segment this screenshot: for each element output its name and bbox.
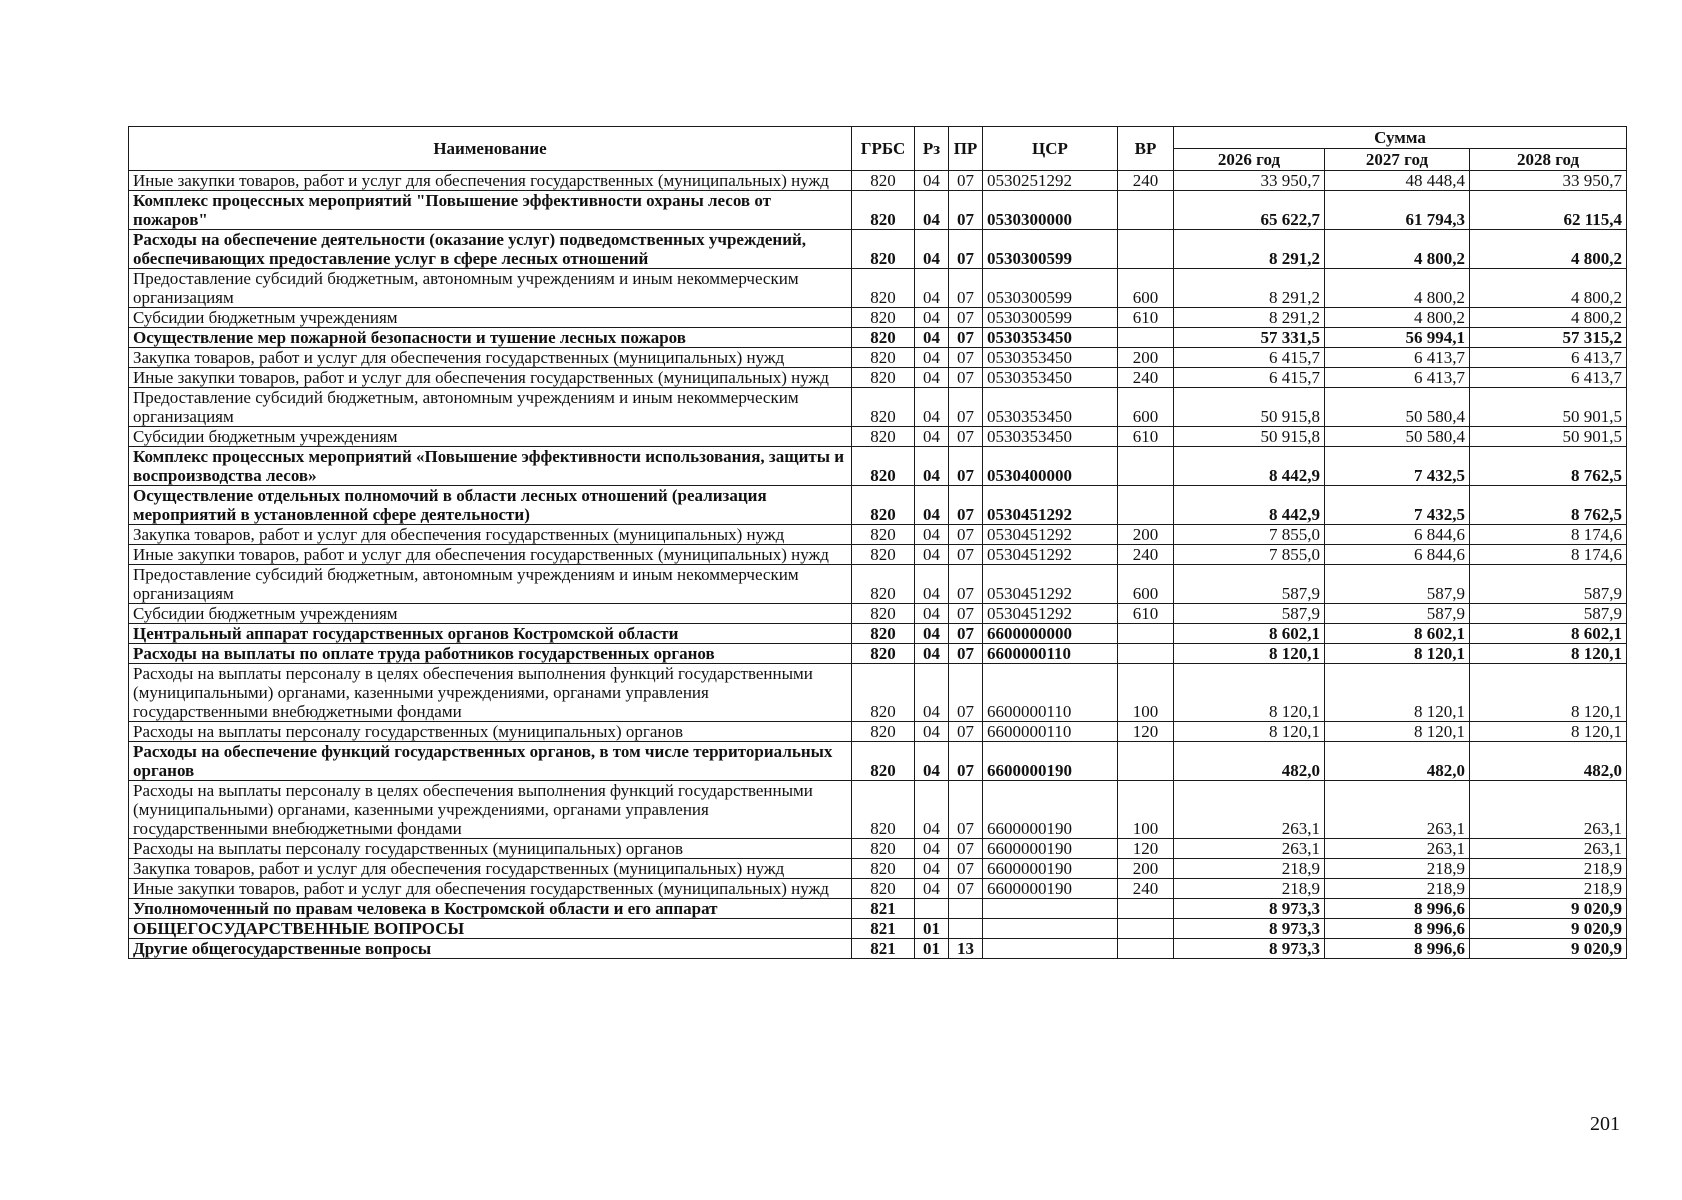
table-row <box>129 388 1627 427</box>
cell-grbs: 820 <box>852 664 915 722</box>
table-row <box>129 604 1627 624</box>
table-row <box>129 191 1627 230</box>
cell-vr: 610 <box>1118 308 1174 328</box>
cell-vr <box>1118 486 1174 525</box>
cell-vr: 240 <box>1118 368 1174 388</box>
cell-2027: 6 844,6 <box>1325 545 1470 565</box>
cell-2027: 8 996,6 <box>1325 899 1470 919</box>
cell-rz: 04 <box>915 565 949 604</box>
cell-csr <box>983 899 1118 919</box>
cell-2027: 56 994,1 <box>1325 328 1470 348</box>
cell-pr: 13 <box>949 939 983 959</box>
table-row <box>129 230 1627 269</box>
cell-2028: 587,9 <box>1470 565 1627 604</box>
cell-csr <box>983 939 1118 959</box>
column-header-2028: 2028 год <box>1470 149 1627 171</box>
cell-pr: 07 <box>949 191 983 230</box>
cell-2026: 8 291,2 <box>1174 230 1325 269</box>
cell-csr: 0530300599 <box>983 269 1118 308</box>
cell-grbs: 820 <box>852 859 915 879</box>
cell-grbs: 820 <box>852 722 915 742</box>
cell-vr: 200 <box>1118 348 1174 368</box>
cell-csr: 0530353450 <box>983 348 1118 368</box>
cell-name: Субсидии бюджетным учреждениям <box>129 308 852 328</box>
cell-2027: 4 800,2 <box>1325 269 1470 308</box>
cell-rz: 04 <box>915 191 949 230</box>
cell-csr: 0530300599 <box>983 230 1118 269</box>
table-row <box>129 624 1627 644</box>
table-row <box>129 269 1627 308</box>
cell-csr: 6600000110 <box>983 664 1118 722</box>
cell-vr <box>1118 742 1174 781</box>
cell-grbs: 820 <box>852 230 915 269</box>
table-row <box>129 939 1627 959</box>
cell-csr: 0530353450 <box>983 427 1118 447</box>
table-row <box>129 742 1627 781</box>
cell-pr: 07 <box>949 269 983 308</box>
cell-csr: 0530451292 <box>983 486 1118 525</box>
cell-2026: 218,9 <box>1174 859 1325 879</box>
cell-2027: 7 432,5 <box>1325 486 1470 525</box>
cell-2026: 8 442,9 <box>1174 447 1325 486</box>
cell-2027: 587,9 <box>1325 565 1470 604</box>
cell-pr: 07 <box>949 664 983 722</box>
cell-grbs: 820 <box>852 525 915 545</box>
cell-vr <box>1118 899 1174 919</box>
cell-name: Комплекс процессных мероприятий «Повышение эффективности использования, защиты и воспроизводства лесов» <box>129 447 852 486</box>
cell-2028: 263,1 <box>1470 839 1627 859</box>
cell-rz: 04 <box>915 427 949 447</box>
cell-2027: 4 800,2 <box>1325 230 1470 269</box>
table-row <box>129 781 1627 839</box>
cell-2027: 218,9 <box>1325 879 1470 899</box>
cell-2027: 263,1 <box>1325 781 1470 839</box>
table-row <box>129 879 1627 899</box>
table-row <box>129 171 1627 191</box>
cell-grbs: 820 <box>852 624 915 644</box>
cell-csr: 0530451292 <box>983 604 1118 624</box>
cell-rz: 01 <box>915 919 949 939</box>
cell-name: Расходы на обеспечение деятельности (оказание услуг) подведомственных учреждений, обеспечивающих предоставление услуг в сфере лесных отношений <box>129 230 852 269</box>
cell-name: Закупка товаров, работ и услуг для обеспечения государственных (муниципальных) нужд <box>129 859 852 879</box>
cell-pr: 07 <box>949 879 983 899</box>
cell-pr <box>949 919 983 939</box>
cell-2028: 587,9 <box>1470 604 1627 624</box>
cell-csr: 0530300599 <box>983 308 1118 328</box>
table-row <box>129 839 1627 859</box>
cell-csr: 0530451292 <box>983 545 1118 565</box>
table-row <box>129 525 1627 545</box>
cell-pr: 07 <box>949 624 983 644</box>
cell-grbs: 820 <box>852 447 915 486</box>
cell-2026: 8 442,9 <box>1174 486 1325 525</box>
cell-csr: 0530251292 <box>983 171 1118 191</box>
cell-grbs: 821 <box>852 899 915 919</box>
cell-2027: 7 432,5 <box>1325 447 1470 486</box>
cell-vr: 120 <box>1118 722 1174 742</box>
cell-name: Субсидии бюджетным учреждениям <box>129 604 852 624</box>
table-row <box>129 899 1627 919</box>
cell-2028: 4 800,2 <box>1470 230 1627 269</box>
cell-vr: 600 <box>1118 565 1174 604</box>
cell-name: Расходы на выплаты персоналу государственных (муниципальных) органов <box>129 839 852 859</box>
cell-name: Расходы на выплаты персоналу в целях обеспечения выполнения функций государственными (муниципальными) органами, казенными учреждениями, органами управления государственными внебюджетными фондами <box>129 781 852 839</box>
cell-2028: 50 901,5 <box>1470 427 1627 447</box>
cell-rz: 04 <box>915 328 949 348</box>
cell-csr: 6600000190 <box>983 839 1118 859</box>
cell-csr: 6600000110 <box>983 644 1118 664</box>
cell-2027: 50 580,4 <box>1325 388 1470 427</box>
cell-2027: 61 794,3 <box>1325 191 1470 230</box>
cell-2027: 8 120,1 <box>1325 722 1470 742</box>
cell-pr <box>949 899 983 919</box>
cell-2027: 482,0 <box>1325 742 1470 781</box>
cell-grbs: 820 <box>852 171 915 191</box>
cell-rz: 04 <box>915 722 949 742</box>
table-body <box>129 171 1627 959</box>
cell-2026: 8 973,3 <box>1174 899 1325 919</box>
cell-grbs: 820 <box>852 644 915 664</box>
cell-2026: 263,1 <box>1174 781 1325 839</box>
cell-2027: 6 413,7 <box>1325 368 1470 388</box>
cell-2026: 7 855,0 <box>1174 545 1325 565</box>
cell-pr: 07 <box>949 565 983 604</box>
cell-pr: 07 <box>949 447 983 486</box>
cell-vr: 240 <box>1118 171 1174 191</box>
cell-2028: 9 020,9 <box>1470 899 1627 919</box>
cell-2028: 218,9 <box>1470 859 1627 879</box>
cell-pr: 07 <box>949 230 983 269</box>
cell-rz: 04 <box>915 742 949 781</box>
cell-pr: 07 <box>949 781 983 839</box>
cell-2027: 50 580,4 <box>1325 427 1470 447</box>
cell-csr: 6600000190 <box>983 742 1118 781</box>
cell-vr <box>1118 939 1174 959</box>
cell-2026: 263,1 <box>1174 839 1325 859</box>
cell-2027: 6 844,6 <box>1325 525 1470 545</box>
cell-vr <box>1118 230 1174 269</box>
cell-rz: 04 <box>915 269 949 308</box>
cell-pr: 07 <box>949 348 983 368</box>
table-row <box>129 447 1627 486</box>
cell-csr: 0530400000 <box>983 447 1118 486</box>
cell-rz <box>915 899 949 919</box>
cell-grbs: 820 <box>852 368 915 388</box>
cell-pr: 07 <box>949 486 983 525</box>
cell-vr: 240 <box>1118 879 1174 899</box>
cell-2027: 587,9 <box>1325 604 1470 624</box>
cell-2026: 8 973,3 <box>1174 919 1325 939</box>
cell-grbs: 820 <box>852 191 915 230</box>
cell-2028: 8 120,1 <box>1470 644 1627 664</box>
table-row <box>129 545 1627 565</box>
cell-grbs: 820 <box>852 269 915 308</box>
cell-2027: 6 413,7 <box>1325 348 1470 368</box>
cell-rz: 04 <box>915 545 949 565</box>
cell-name: Комплекс процессных мероприятий "Повышение эффективности охраны лесов от пожаров" <box>129 191 852 230</box>
table-row <box>129 348 1627 368</box>
column-header-name: Наименование <box>129 127 852 171</box>
column-header-2026: 2026 год <box>1174 149 1325 171</box>
cell-csr: 0530353450 <box>983 388 1118 427</box>
column-header-csr: ЦСР <box>983 127 1118 171</box>
cell-name: Предоставление субсидий бюджетным, автономным учреждениям и иным некоммерческим организациям <box>129 269 852 308</box>
cell-rz: 04 <box>915 644 949 664</box>
cell-grbs: 820 <box>852 348 915 368</box>
cell-vr <box>1118 919 1174 939</box>
cell-vr <box>1118 191 1174 230</box>
table-row <box>129 644 1627 664</box>
cell-pr: 07 <box>949 308 983 328</box>
cell-csr: 0530353450 <box>983 368 1118 388</box>
cell-pr: 07 <box>949 368 983 388</box>
column-header-2027: 2027 год <box>1325 149 1470 171</box>
cell-2026: 7 855,0 <box>1174 525 1325 545</box>
cell-name: Осуществление отдельных полномочий в области лесных отношений (реализация мероприятий в установленной сфере деятельности) <box>129 486 852 525</box>
cell-name: Осуществление мер пожарной безопасности и тушение лесных пожаров <box>129 328 852 348</box>
cell-rz: 04 <box>915 368 949 388</box>
cell-csr: 0530353450 <box>983 328 1118 348</box>
cell-2028: 8 602,1 <box>1470 624 1627 644</box>
cell-csr: 6600000190 <box>983 781 1118 839</box>
cell-2027: 263,1 <box>1325 839 1470 859</box>
cell-rz: 04 <box>915 839 949 859</box>
cell-name: Предоставление субсидий бюджетным, автономным учреждениям и иным некоммерческим организациям <box>129 565 852 604</box>
cell-2026: 587,9 <box>1174 565 1325 604</box>
cell-vr: 200 <box>1118 525 1174 545</box>
table-row <box>129 859 1627 879</box>
cell-vr: 610 <box>1118 427 1174 447</box>
cell-pr: 07 <box>949 839 983 859</box>
cell-2028: 482,0 <box>1470 742 1627 781</box>
cell-rz: 04 <box>915 388 949 427</box>
cell-2028: 8 174,6 <box>1470 525 1627 545</box>
cell-2028: 8 762,5 <box>1470 486 1627 525</box>
column-header-vr: ВР <box>1118 127 1174 171</box>
cell-pr: 07 <box>949 525 983 545</box>
cell-vr: 200 <box>1118 859 1174 879</box>
cell-2028: 8 120,1 <box>1470 664 1627 722</box>
cell-vr: 120 <box>1118 839 1174 859</box>
cell-grbs: 820 <box>852 545 915 565</box>
cell-2026: 57 331,5 <box>1174 328 1325 348</box>
cell-2028: 263,1 <box>1470 781 1627 839</box>
cell-rz: 04 <box>915 664 949 722</box>
cell-vr: 600 <box>1118 269 1174 308</box>
cell-2028: 6 413,7 <box>1470 348 1627 368</box>
cell-vr <box>1118 447 1174 486</box>
cell-2028: 9 020,9 <box>1470 919 1627 939</box>
column-header-grbs: ГРБС <box>852 127 915 171</box>
cell-pr: 07 <box>949 722 983 742</box>
cell-name: Иные закупки товаров, работ и услуг для обеспечения государственных (муниципальных) нужд <box>129 545 852 565</box>
cell-2027: 8 120,1 <box>1325 664 1470 722</box>
cell-rz: 04 <box>915 624 949 644</box>
cell-pr: 07 <box>949 644 983 664</box>
cell-name: Закупка товаров, работ и услуг для обеспечения государственных (муниципальных) нужд <box>129 348 852 368</box>
cell-pr: 07 <box>949 859 983 879</box>
cell-grbs: 820 <box>852 565 915 604</box>
cell-2028: 218,9 <box>1470 879 1627 899</box>
cell-pr: 07 <box>949 388 983 427</box>
cell-csr <box>983 919 1118 939</box>
cell-rz: 04 <box>915 781 949 839</box>
cell-name: Субсидии бюджетным учреждениям <box>129 427 852 447</box>
cell-name: Центральный аппарат государственных органов Костромской области <box>129 624 852 644</box>
cell-rz: 04 <box>915 604 949 624</box>
cell-2026: 8 120,1 <box>1174 664 1325 722</box>
cell-grbs: 820 <box>852 604 915 624</box>
cell-grbs: 821 <box>852 939 915 959</box>
cell-rz: 04 <box>915 486 949 525</box>
table-row <box>129 919 1627 939</box>
table-header <box>129 127 1627 171</box>
cell-2026: 218,9 <box>1174 879 1325 899</box>
cell-2026: 8 602,1 <box>1174 624 1325 644</box>
cell-name: Другие общегосударственные вопросы <box>129 939 852 959</box>
cell-grbs: 820 <box>852 879 915 899</box>
cell-name: Расходы на обеспечение функций государственных органов, в том числе территориальных органов <box>129 742 852 781</box>
cell-vr: 240 <box>1118 545 1174 565</box>
column-header-rz: Рз <box>915 127 949 171</box>
cell-2028: 4 800,2 <box>1470 308 1627 328</box>
cell-name: Уполномоченный по правам человека в Костромской области и его аппарат <box>129 899 852 919</box>
cell-pr: 07 <box>949 328 983 348</box>
cell-2027: 8 120,1 <box>1325 644 1470 664</box>
cell-grbs: 820 <box>852 486 915 525</box>
cell-grbs: 820 <box>852 308 915 328</box>
table-row <box>129 427 1627 447</box>
cell-pr: 07 <box>949 427 983 447</box>
cell-2028: 62 115,4 <box>1470 191 1627 230</box>
cell-vr: 100 <box>1118 781 1174 839</box>
cell-grbs: 820 <box>852 839 915 859</box>
cell-grbs: 820 <box>852 388 915 427</box>
cell-2027: 48 448,4 <box>1325 171 1470 191</box>
cell-name: Предоставление субсидий бюджетным, автономным учреждениям и иным некоммерческим организациям <box>129 388 852 427</box>
page-number: 201 <box>1590 1113 1620 1135</box>
cell-grbs: 820 <box>852 427 915 447</box>
cell-grbs: 820 <box>852 742 915 781</box>
cell-vr <box>1118 624 1174 644</box>
cell-csr: 6600000190 <box>983 879 1118 899</box>
cell-2027: 8 996,6 <box>1325 919 1470 939</box>
cell-rz: 01 <box>915 939 949 959</box>
cell-2026: 482,0 <box>1174 742 1325 781</box>
cell-vr: 610 <box>1118 604 1174 624</box>
cell-name: Закупка товаров, работ и услуг для обеспечения государственных (муниципальных) нужд <box>129 525 852 545</box>
cell-2026: 8 291,2 <box>1174 269 1325 308</box>
cell-pr: 07 <box>949 171 983 191</box>
cell-csr: 6600000110 <box>983 722 1118 742</box>
cell-2028: 57 315,2 <box>1470 328 1627 348</box>
cell-name: ОБЩЕГОСУДАРСТВЕННЫЕ ВОПРОСЫ <box>129 919 852 939</box>
cell-2028: 8 120,1 <box>1470 722 1627 742</box>
cell-pr: 07 <box>949 604 983 624</box>
cell-rz: 04 <box>915 171 949 191</box>
cell-csr: 0530451292 <box>983 565 1118 604</box>
cell-2027: 8 602,1 <box>1325 624 1470 644</box>
cell-2026: 50 915,8 <box>1174 427 1325 447</box>
cell-name: Иные закупки товаров, работ и услуг для обеспечения государственных (муниципальных) нужд <box>129 368 852 388</box>
cell-2026: 50 915,8 <box>1174 388 1325 427</box>
cell-2027: 4 800,2 <box>1325 308 1470 328</box>
table-row <box>129 664 1627 722</box>
cell-pr: 07 <box>949 742 983 781</box>
cell-name: Расходы на выплаты персоналу в целях обеспечения выполнения функций государственными (муниципальными) органами, казенными учреждениями, органами управления государственными внебюджетными фондами <box>129 664 852 722</box>
cell-pr: 07 <box>949 545 983 565</box>
cell-csr: 6600000000 <box>983 624 1118 644</box>
cell-2026: 8 973,3 <box>1174 939 1325 959</box>
cell-rz: 04 <box>915 525 949 545</box>
cell-rz: 04 <box>915 859 949 879</box>
cell-2028: 8 762,5 <box>1470 447 1627 486</box>
cell-2026: 8 291,2 <box>1174 308 1325 328</box>
cell-name: Расходы на выплаты по оплате труда работников государственных органов <box>129 644 852 664</box>
cell-rz: 04 <box>915 308 949 328</box>
cell-grbs: 820 <box>852 328 915 348</box>
cell-csr: 6600000190 <box>983 859 1118 879</box>
cell-2028: 9 020,9 <box>1470 939 1627 959</box>
cell-vr <box>1118 328 1174 348</box>
cell-name: Расходы на выплаты персоналу государственных (муниципальных) органов <box>129 722 852 742</box>
cell-2027: 218,9 <box>1325 859 1470 879</box>
column-header-sum: Сумма <box>1174 127 1627 149</box>
cell-name: Иные закупки товаров, работ и услуг для обеспечения государственных (муниципальных) нужд <box>129 879 852 899</box>
cell-2026: 65 622,7 <box>1174 191 1325 230</box>
cell-2028: 8 174,6 <box>1470 545 1627 565</box>
cell-grbs: 821 <box>852 919 915 939</box>
cell-rz: 04 <box>915 348 949 368</box>
cell-2026: 587,9 <box>1174 604 1325 624</box>
cell-2026: 6 415,7 <box>1174 368 1325 388</box>
cell-2026: 33 950,7 <box>1174 171 1325 191</box>
cell-2028: 50 901,5 <box>1470 388 1627 427</box>
table-row <box>129 565 1627 604</box>
table-row <box>129 722 1627 742</box>
table-row <box>129 308 1627 328</box>
cell-2028: 33 950,7 <box>1470 171 1627 191</box>
cell-2026: 8 120,1 <box>1174 644 1325 664</box>
cell-2026: 6 415,7 <box>1174 348 1325 368</box>
cell-2026: 8 120,1 <box>1174 722 1325 742</box>
cell-csr: 0530451292 <box>983 525 1118 545</box>
cell-2028: 6 413,7 <box>1470 368 1627 388</box>
cell-2028: 4 800,2 <box>1470 269 1627 308</box>
budget-table <box>128 126 1627 959</box>
table-row <box>129 486 1627 525</box>
table-row <box>129 328 1627 348</box>
cell-rz: 04 <box>915 447 949 486</box>
cell-2027: 8 996,6 <box>1325 939 1470 959</box>
cell-vr: 600 <box>1118 388 1174 427</box>
column-header-pr: ПР <box>949 127 983 171</box>
table-row <box>129 368 1627 388</box>
cell-grbs: 820 <box>852 781 915 839</box>
cell-rz: 04 <box>915 230 949 269</box>
cell-vr: 100 <box>1118 664 1174 722</box>
cell-vr <box>1118 644 1174 664</box>
cell-csr: 0530300000 <box>983 191 1118 230</box>
cell-name: Иные закупки товаров, работ и услуг для обеспечения государственных (муниципальных) нужд <box>129 171 852 191</box>
cell-rz: 04 <box>915 879 949 899</box>
